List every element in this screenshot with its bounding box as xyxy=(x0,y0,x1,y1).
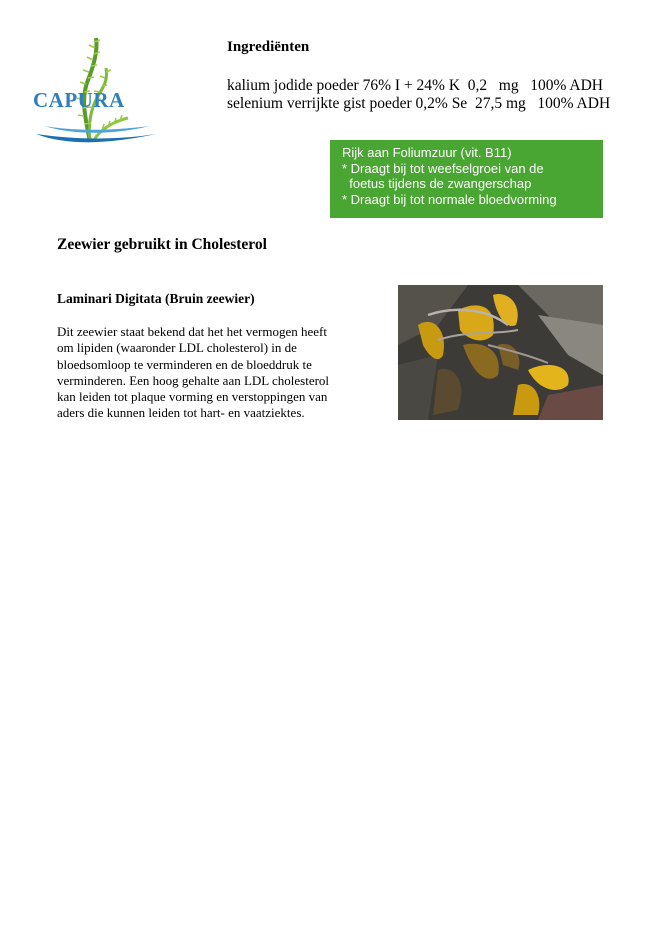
body-line: Dit zeewier staat bekend dat het het vermogen heeft xyxy=(57,324,327,339)
body-line: bloedsomloop te verminderen en de bloeddruk te xyxy=(57,356,312,372)
ingredients-heading: Ingrediënten xyxy=(227,39,310,55)
capura-logo xyxy=(28,30,168,150)
ingredient-line: kalium jodide poeder 76% I + 24% K 0,2 mg 100% ADH xyxy=(227,77,603,94)
brand-name: CAPURA xyxy=(33,88,125,112)
highlight-line: foetus tijdens de zwangerschap xyxy=(342,176,532,191)
highlight-line: Rijk aan Foliumzuur (vit. B11) xyxy=(342,145,512,160)
body-line: kan leiden tot plaque vorming en verstoppingen van xyxy=(57,389,328,405)
highlight-line: * Draagt bij tot normale bloedvorming xyxy=(342,191,557,207)
body-line: aders die kunnen leiden tot hart- en vaatziektes. xyxy=(57,405,305,421)
section-subtitle: Laminari Digitata (Bruin zeewier) xyxy=(57,291,255,306)
ingredient-line: selenium verrijkte gist poeder 0,2% Se 27,5 mg 100% ADH xyxy=(227,95,611,112)
folic-acid-highlight-box xyxy=(330,140,603,218)
highlight-line: * Draagt bij tot weefselgroei van de xyxy=(342,160,544,176)
seaweed-image-icon xyxy=(398,285,603,420)
body-line: om lipiden (waaronder LDL cholesterol) in de xyxy=(57,340,297,356)
body-line: verminderen. Een hoog gehalte aan LDL cholesterol xyxy=(57,372,330,388)
section-title: Zeewier gebruikt in Cholesterol xyxy=(57,236,267,253)
seaweed-photo xyxy=(398,285,603,420)
section-body xyxy=(57,324,357,422)
